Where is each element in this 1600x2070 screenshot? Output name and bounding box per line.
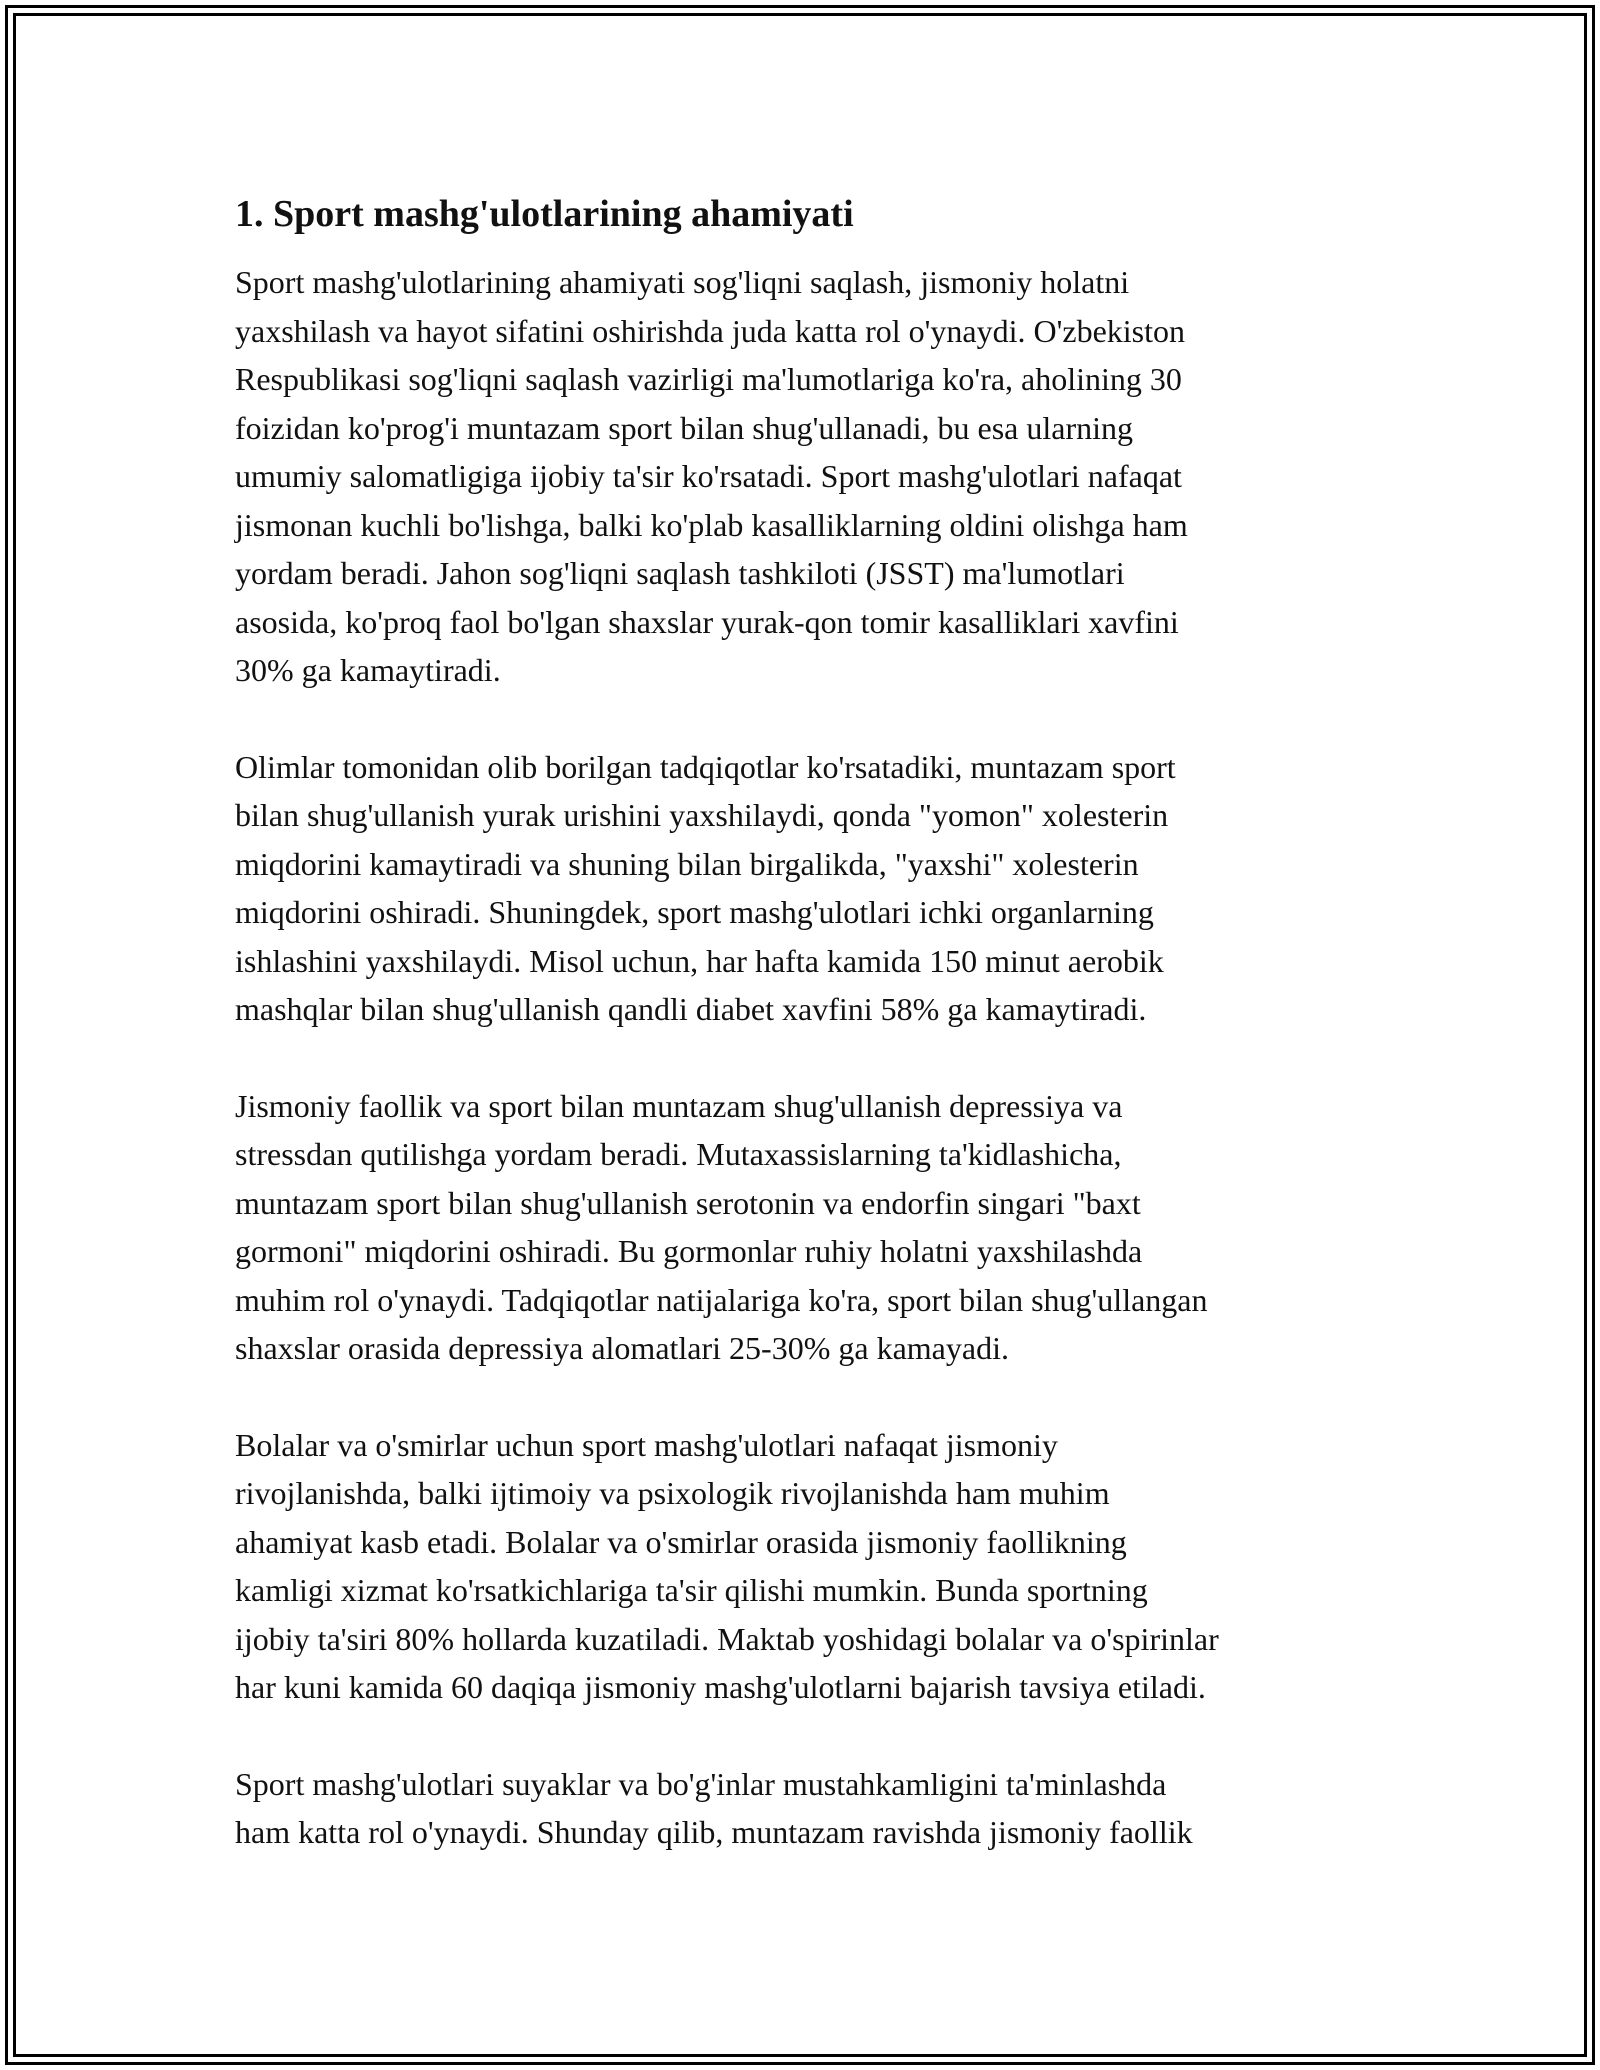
paragraph-line: miqdorini kamaytiradi va shuning bilan birgalikda, "yaxshi" xolesterin: [235, 845, 1139, 882]
paragraph-line: har kuni kamida 60 daqiqa jismoniy mashg'ulotlarni bajarish tavsiya etiladi.: [235, 1669, 1206, 1705]
paragraph-line: stressdan qutilishga yordam beradi. Mutaxassislarning ta'kidlashicha,: [235, 1136, 1122, 1172]
paragraph-line: Olimlar tomonidan olib borilgan tadqiqotlar ko'rsatadiki, muntazam sport: [235, 748, 1176, 785]
paragraph-line: foizidan ko'prog'i muntazam sport bilan shug'ullanadi, bu esa ularning: [235, 409, 1133, 446]
paragraph-line: rivojlanishda, balki ijtimoiy va psixologik rivojlanishda ham muhim: [235, 1475, 1110, 1511]
paragraph-line: gormoni" miqdorini oshiradi. Bu gormonlar ruhiy holatni yaxshilashda: [235, 1233, 1143, 1269]
paragraph-line: Bolalar va o'smirlar uchun sport mashg'ulotlari nafaqat jismoniy: [235, 1426, 1058, 1463]
body-paragraph: [235, 258, 1375, 695]
paragraph-line: shaxslar orasida depressiya alomatlari 25-30% ga kamayadi.: [235, 1330, 1009, 1366]
document-page: [235, 188, 1375, 1905]
paragraph-line: muntazam sport bilan shug'ullanish serotonin va endorfin singari "baxt: [235, 1184, 1141, 1221]
paragraph-line: ham katta rol o'ynaydi. Shunday qilib, muntazam ravishda jismoniy faollik: [235, 1814, 1193, 1850]
paragraph-line: muhim rol o'ynaydi. Tadqiqotlar natijalariga ko'ra, sport bilan shug'ullangan: [235, 1281, 1208, 1318]
paragraph-line: umumiy salomatligiga ijobiy ta'sir ko'rsatadi. Sport mashg'ulotlari nafaqat: [235, 458, 1182, 494]
paragraph-line: ahamiyat kasb etadi. Bolalar va o'smirlar orasida jismoniy faollikning: [235, 1523, 1127, 1560]
paragraph-line: miqdorini oshiradi. Shuningdek, sport mashg'ulotlari ichki organlarning: [235, 894, 1154, 930]
paragraph-line: Sport mashg'ulotlari suyaklar va bo'g'inlar mustahkamligini ta'minlashda: [235, 1765, 1167, 1802]
paragraph-line: ijobiy ta'siri 80% hollarda kuzatiladi. Maktab yoshidagi bolalar va o'spirinlar: [235, 1620, 1219, 1657]
paragraph-line: ishlashini yaxshilaydi. Misol uchun, har hafta kamida 150 minut aerobik: [235, 942, 1164, 979]
body-paragraph: [235, 1421, 1375, 1712]
paragraph-line: Respublikasi sog'liqni saqlash vazirligi ma'lumotlariga ko'ra, aholining 30: [235, 361, 1182, 397]
body-paragraph: [235, 743, 1375, 1034]
paragraph-line: yaxshilash va hayot sifatini oshirishda juda katta rol o'ynaydi. O'zbekiston: [235, 312, 1186, 349]
paragraph-line: 30% ga kamaytiradi.: [235, 652, 501, 688]
paragraph-line: jismonan kuchli bo'lishga, balki ko'plab kasalliklarning oldini olishga ham: [235, 506, 1188, 543]
paragraph-line: Jismoniy faollik va sport bilan muntazam shug'ullanish depressiya va: [235, 1087, 1123, 1124]
body-paragraph: [235, 1760, 1375, 1857]
paragraph-line: asosida, ko'proq faol bo'lgan shaxslar yurak-qon tomir kasalliklari xavfini: [235, 603, 1179, 640]
section-heading: 1. Sport mashg'ulotlarining ahamiyati: [235, 193, 854, 235]
body-paragraph: [235, 1082, 1375, 1373]
paragraph-line: kamligi xizmat ko'rsatkichlariga ta'sir qilishi mumkin. Bunda sportning: [235, 1572, 1148, 1608]
paragraph-line: bilan shug'ullanish yurak urishini yaxshilaydi, qonda "yomon" xolesterin: [235, 797, 1169, 833]
document-body: [235, 258, 1375, 1857]
paragraph-line: mashqlar bilan shug'ullanish qandli diabet xavfini 58% ga kamaytiradi.: [235, 991, 1147, 1027]
paragraph-line: Sport mashg'ulotlarining ahamiyati sog'liqni saqlash, jismoniy holatni: [235, 264, 1130, 300]
paragraph-line: yordam beradi. Jahon sog'liqni saqlash tashkiloti (JSST) ma'lumotlari: [235, 555, 1125, 591]
